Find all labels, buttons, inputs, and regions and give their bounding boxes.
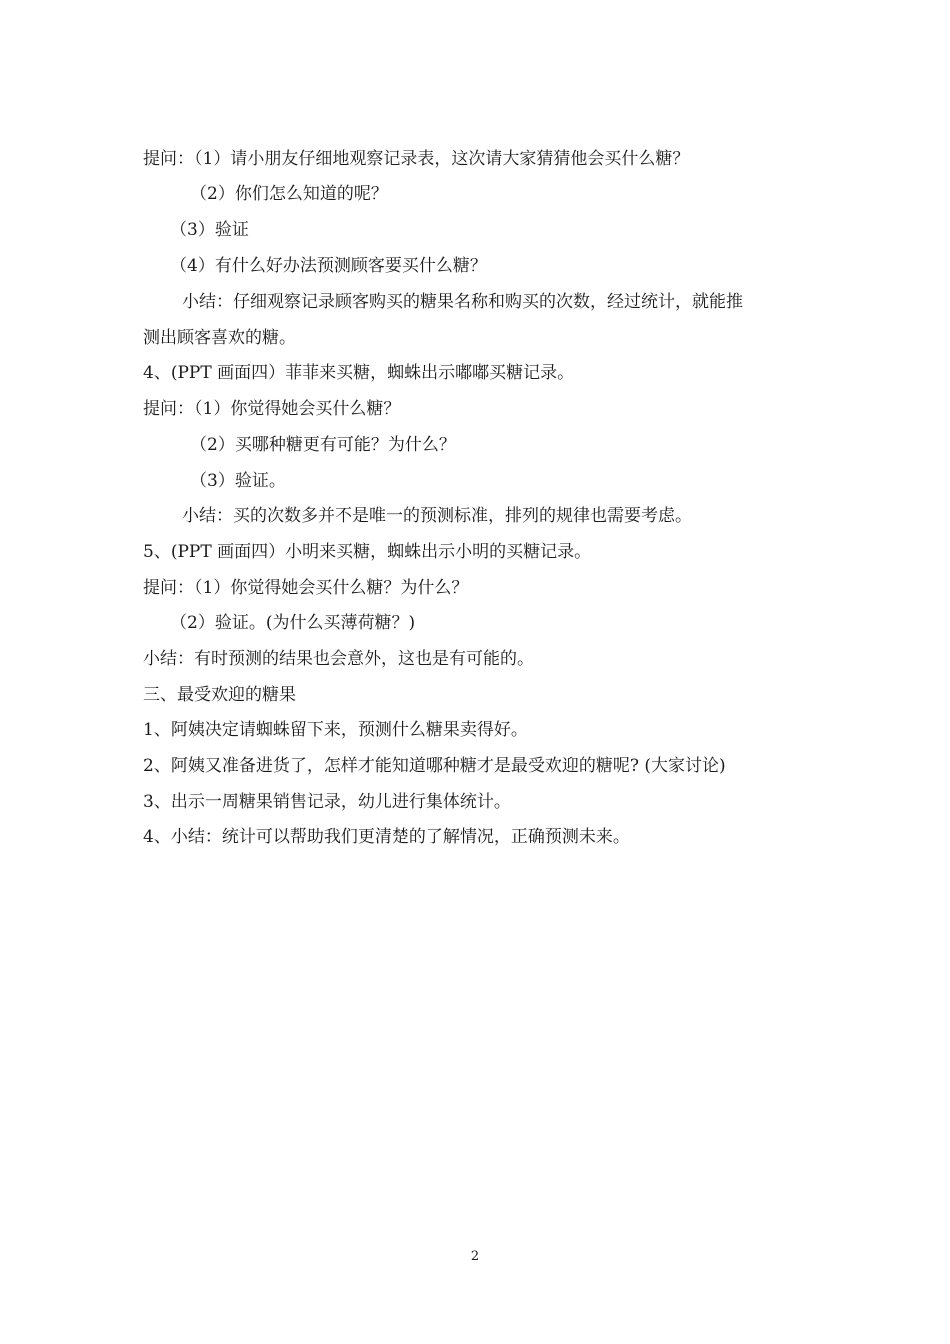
question-1-line-2: （2）你们怎么知道的呢？ [190,184,388,204]
section-3-item-1: 1、阿姨决定请蜘蛛留下来，预测什么糖果卖得好。 [143,720,528,740]
step-5-heading: 5、(PPT 画面四）小明来买糖，蜘蛛出示小明的买糖记录。 [143,542,592,562]
question-1-line-4: （4）有什么好办法预测顾客要买什么糖？ [170,256,487,276]
question-2-line-1: 提问：（1）你觉得她会买什么糖？ [143,399,401,419]
question-3-line-1: 提问：（1）你觉得她会买什么糖？为什么？ [143,578,469,598]
question-2-line-3: （3）验证。 [190,471,286,491]
step-4-heading: 4、(PPT 画面四）菲菲来买糖，蜘蛛出示嘟嘟买糖记录。 [143,363,575,383]
section-3-item-4: 4、小结：统计可以帮助我们更清楚的了解情况，正确预测未来。 [143,827,630,847]
summary-2-line: 小结：买的次数多并不是唯一的预测标准，排列的规律也需要考虑。 [182,506,692,526]
question-2-line-2: （2）买哪种糖更有可能？为什么？ [190,435,456,455]
summary-1-line-1: 小结：仔细观察记录顾客购买的糖果名称和购买的次数，经过统计，就能推 [182,292,743,312]
section-3-item-2: 2、阿姨又准备进货了，怎样才能知道哪种糖才是最受欢迎的糖呢? (大家讨论) [143,756,726,776]
summary-1-line-2: 测出顾客喜欢的糖。 [143,328,296,348]
page-number: 2 [470,1249,480,1264]
section-3-heading: 三、最受欢迎的糖果 [143,685,296,705]
summary-3-line: 小结：有时预测的结果也会意外，这也是有可能的。 [143,649,534,669]
question-1-line-1: 提问：（1）请小朋友仔细地观察记录表，这次请大家猜猜他会买什么糖？ [143,149,690,169]
section-3-item-3: 3、出示一周糖果销售记录，幼儿进行集体统计。 [143,792,511,812]
question-3-line-2: （2）验证。(为什么买薄荷糖？) [170,613,416,633]
question-1-line-3: （3）验证 [170,220,249,240]
